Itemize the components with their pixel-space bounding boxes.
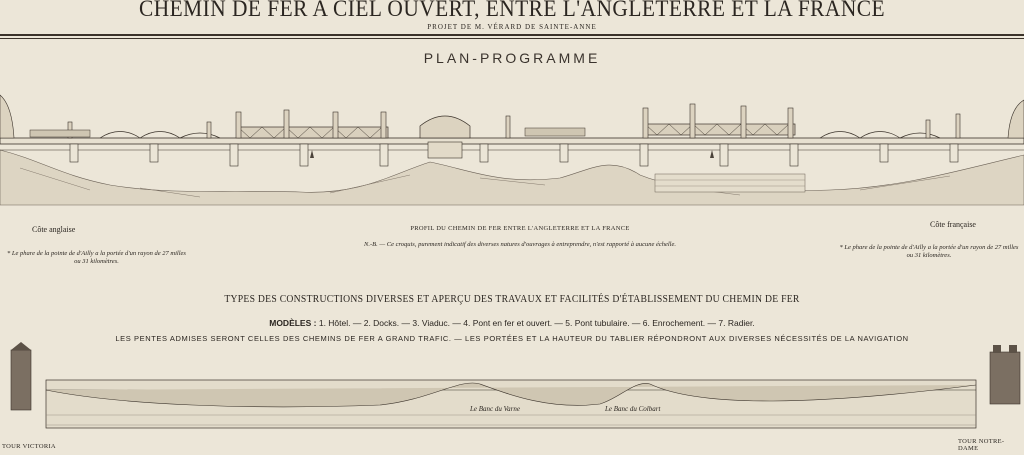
tower-notre-dame-label: TOUR NOTRE-DAME (958, 438, 1005, 452)
bank-left-label: Le Banc du Varne (470, 405, 520, 413)
pentes-note: LES PENTES ADMISES SERONT CELLES DES CHEMINS DE FER A GRAND TRAFIC. — LES PORTÉES ET LA HAUTEUR DU TABLIER RÉPONDRONT AUX DIVERSES NÉCESSITÉS DE LA NAVIGATION (115, 334, 909, 343)
models-list: 1. Hôtel. — 2. Docks. — 3. Viaduc. — 4. Pont en fer et ouvert. — 5. Pont tubulaire. — 6. Enrochement. — 7. Radier. (318, 318, 755, 328)
tower-victoria-label: TOUR VICTORIA (2, 443, 56, 450)
nb-note: N.-B. — Ce croquis, purement indicatif des diverses natures d'ouvrages à entreprendre, n'est rapporté à aucune échelle. (363, 241, 676, 248)
coast-right-label: Côte française (930, 220, 976, 229)
bank-right-label: Le Banc du Colbart (605, 405, 661, 413)
models-label: MODÈLES : (269, 318, 317, 328)
document-subtitle: PROJET DE M. VÉRARD DE SAINTE-ANNE (427, 23, 597, 31)
lighthouse-note-right: * Le phare de la pointe de d'Ailly a la portée d'un rayon de 27 milles ou 31 kilomètres. (839, 244, 1019, 259)
profile-caption: PROFIL DU CHEMIN DE FER ENTRE L'ANGLETERRE ET LA FRANCE (410, 225, 630, 232)
models-line (0, 318, 1024, 328)
document-title: CHEMIN DE FER A CIEL OUVERT, ENTRE L'ANGLETERRE ET LA FRANCE (138, 0, 886, 21)
coast-left-label: Côte anglaise (32, 225, 76, 234)
types-heading: TYPES DES CONSTRUCTIONS DIVERSES ET APERÇU DES TRAVAUX ET FACILITÉS D'ÉTABLISSEMENT DU CHEMIN DE FER (224, 294, 800, 305)
plan-title: PLAN-PROGRAMME (423, 50, 601, 66)
lighthouse-note-left: * Le phare de la pointe de d'Ailly a la portée d'un rayon de 27 milles ou 31 kilomètres. (7, 250, 186, 265)
